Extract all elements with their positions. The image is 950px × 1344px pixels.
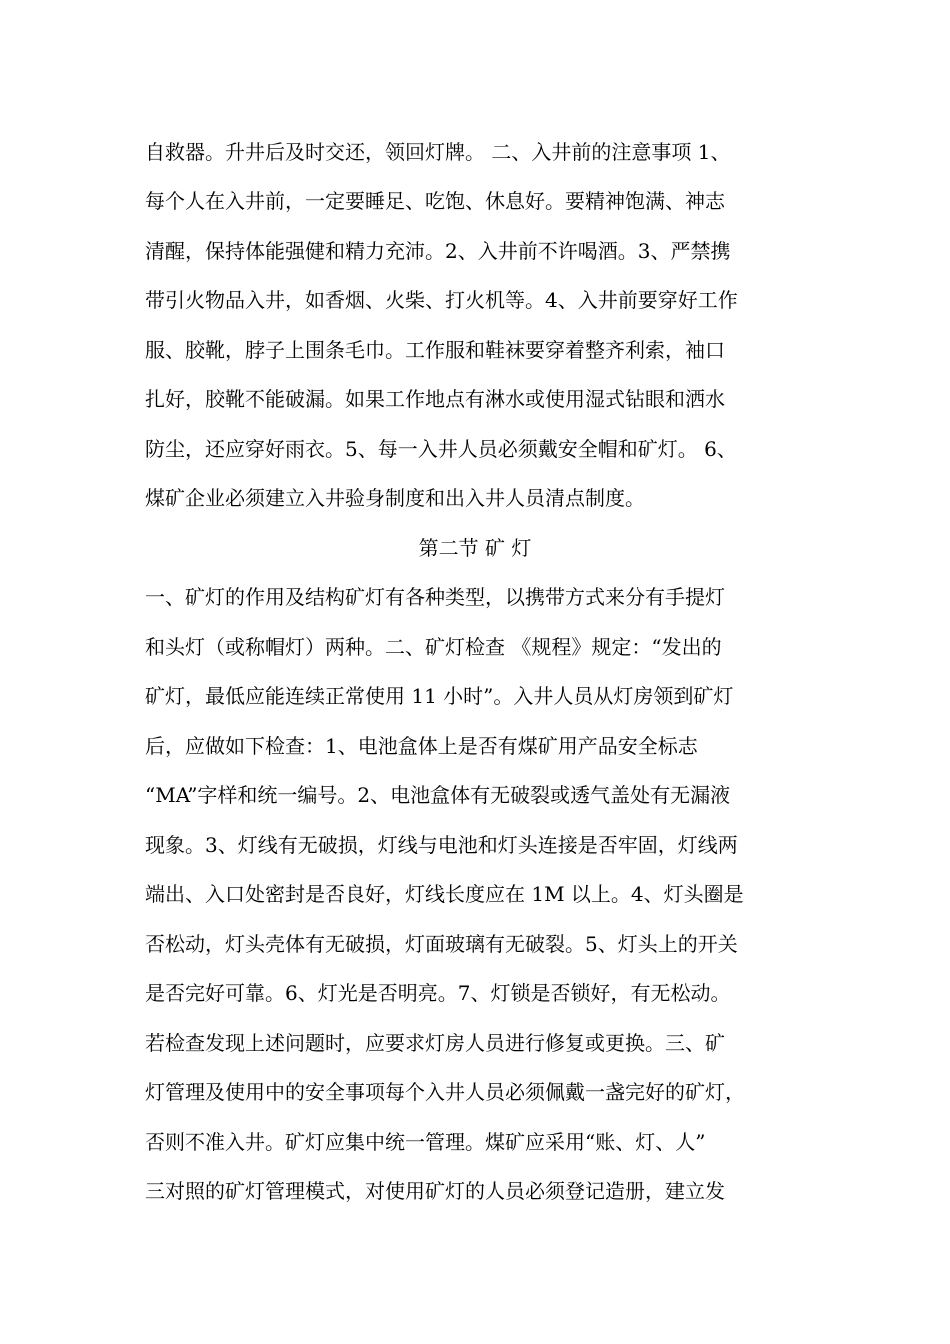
text-line: 后，应做如下检查：1、电池盒体上是否有煤矿用产品安全标志	[145, 734, 698, 758]
section-heading: 第二节 矿 灯	[418, 536, 532, 560]
text-line: 扎好，胶靴不能破漏。如果工作地点有淋水或使用湿式钻眼和洒水	[145, 387, 725, 411]
text-line: 自救器。升井后及时交还，领回灯牌。 二、入井前的注意事项 1、	[145, 140, 731, 164]
text-line: 防尘，还应穿好雨衣。5、每一入井人员必须戴安全帽和矿灯。 6、	[145, 437, 737, 461]
text-line: 清醒，保持体能强健和精力充沛。2、入井前不许喝酒。3、严禁携	[145, 239, 731, 263]
text-line: 一、矿灯的作用及结构矿灯有各种类型，以携带方式来分有手提灯	[145, 585, 725, 609]
text-line: 带引火物品入井，如香烟、火柴、打火机等。4、入井前要穿好工作	[145, 288, 738, 312]
text-line: 煤矿企业必须建立入井验身制度和出入井人员清点制度。	[145, 486, 645, 510]
text-line: 若检查发现上述问题时，应要求灯房人员进行修复或更换。三、矿	[145, 1031, 725, 1055]
text-line: 和头灯（或称帽灯）两种。二、矿灯检查 《规程》规定：“发出的	[145, 635, 722, 659]
text-line: 现象。3、灯线有无破损，灯线与电池和灯头连接是否牢固，灯线两	[145, 833, 738, 857]
text-line: 服、胶靴，脖子上围条毛巾。工作服和鞋袜要穿着整齐利索，袖口	[145, 338, 725, 362]
text-line: 灯管理及使用中的安全事项每个入井人员必须佩戴一盏完好的矿灯，	[145, 1080, 745, 1104]
text-line: 端出、入口处密封是否良好，灯线长度应在 1M 以上。4、灯头圈是	[145, 882, 744, 906]
text-line: 每个人在入井前，一定要睡足、吃饱、休息好。要精神饱满、神志	[145, 189, 725, 213]
text-line: “MA”字样和统一编号。2、电池盒体有无破裂或透气盖处有无漏液	[145, 783, 731, 807]
text-line: 是否完好可靠。6、灯光是否明亮。7、灯锁是否锁好，有无松动。	[145, 981, 731, 1005]
text-line: 否则不准入井。矿灯应集中统一管理。煤矿应采用“账、灯、人”	[145, 1130, 706, 1154]
text-line: 否松动，灯头壳体有无破损，灯面玻璃有无破裂。5、灯头上的开关	[145, 932, 738, 956]
text-line: 三对照的矿灯管理模式，对使用矿灯的人员必须登记造册，建立发	[145, 1179, 725, 1203]
text-line: 矿灯，最低应能连续正常使用 11 小时”。入井人员从灯房领到矿灯	[145, 684, 734, 708]
